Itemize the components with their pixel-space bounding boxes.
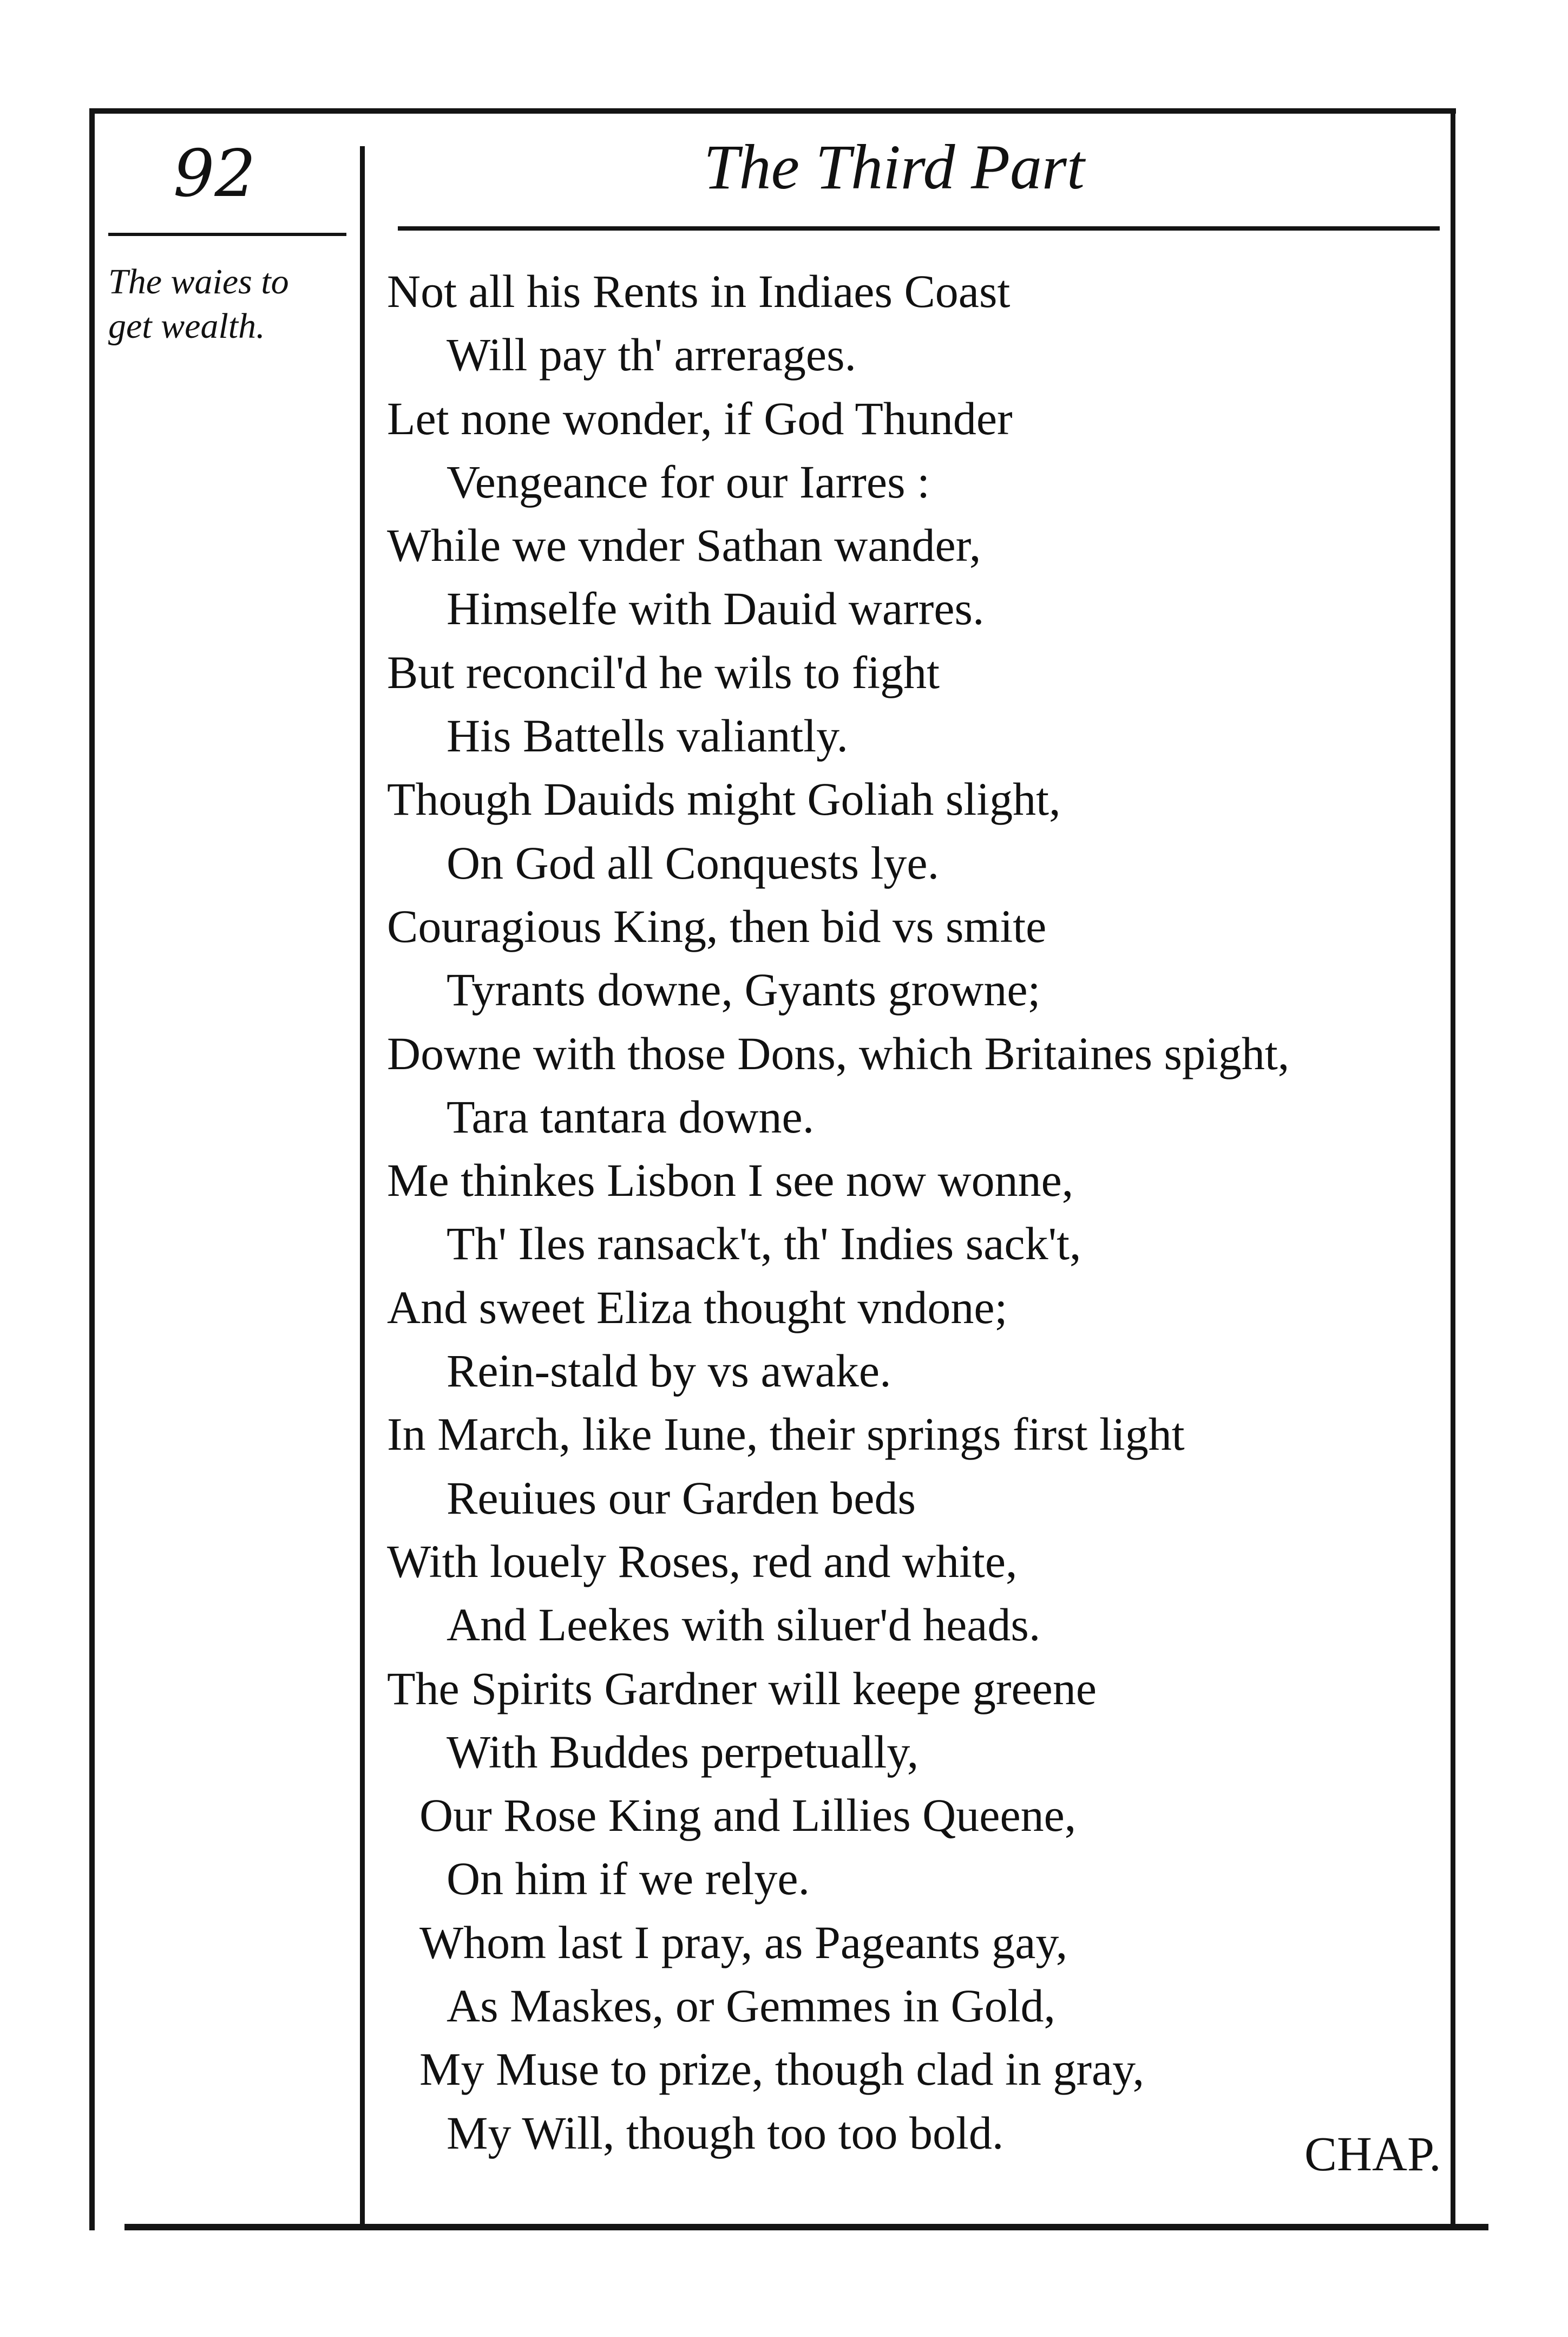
verse-line: My Will, though too too bold. — [447, 2106, 1004, 2159]
verse-line: Our Rose King and Lillies Queene, — [419, 1789, 1077, 1842]
verse-line: While we vnder Sathan wander, — [387, 519, 981, 572]
verse-line: In March, like Iune, their springs first light — [387, 1408, 1185, 1461]
verse-line: Reuiues our Garden beds — [447, 1471, 916, 1524]
verse-line: And sweet Eliza thought vndone; — [387, 1281, 1008, 1333]
header-rule-text — [398, 226, 1440, 231]
page-number: 92 — [173, 136, 256, 212]
frame-bottom-rule — [124, 2224, 1488, 2230]
verse-line: And Leekes with siluer'd heads. — [447, 1599, 1041, 1651]
verse-line: Himselfe with Dauid warres. — [447, 582, 985, 635]
verse-line: Let none wonder, if God Thunder — [387, 392, 1013, 444]
verse-line: Downe with those Dons, which Britaines spight, — [387, 1027, 1290, 1079]
verse-line: With Buddes perpetually, — [447, 1725, 919, 1778]
verse-line: Will pay th' arrerages. — [447, 329, 857, 381]
verse-line: Couragious King, then bid vs smite — [387, 900, 1047, 952]
margin-note — [108, 260, 352, 349]
verse-line: Whom last I pray, as Pageants gay, — [419, 1916, 1068, 1968]
catchword: CHAP. — [1304, 2127, 1441, 2181]
frame-top-rule — [91, 108, 1456, 114]
verse-line: The Spirits Gardner will keepe greene — [387, 1662, 1097, 1714]
verse-line: Vengeance for our Iarres : — [447, 455, 930, 508]
verse-line: Rein-stald by vs awake. — [447, 1345, 891, 1397]
verse-line: On God all Conquests lye. — [447, 836, 940, 889]
verse-line: With louely Roses, red and white, — [387, 1535, 1018, 1587]
verse-line: Tyrants downe, Gyants growne; — [447, 964, 1041, 1016]
verse-line: On him if we relye. — [447, 1852, 810, 1905]
frame-left-rule — [89, 108, 95, 2230]
verse-line: Me thinkes Lisbon I see now wonne, — [387, 1154, 1074, 1207]
verse-line: As Maskes, or Gemmes in Gold, — [447, 1980, 1056, 2032]
column-divider-rule — [360, 146, 365, 2230]
margin-note-line: get wealth. — [108, 306, 265, 346]
margin-note-line: The waies to — [108, 262, 289, 302]
header-rule-margin — [108, 233, 346, 236]
verse-line: Th' Iles ransack't, th' Indies sack't, — [447, 1217, 1081, 1270]
verse-line: Not all his Rents in Indiaes Coast — [387, 265, 1011, 317]
running-head: The Third Part — [704, 132, 1085, 202]
verse-line: Though Dauids might Goliah slight, — [387, 773, 1061, 826]
verse-line: Tara tantara downe. — [447, 1090, 815, 1143]
frame-right-rule — [1451, 108, 1455, 2230]
verse-line: But reconcil'd he wils to fight — [387, 646, 940, 698]
verse-text — [387, 260, 1442, 2165]
verse-line: My Muse to prize, though clad in gray, — [419, 2043, 1145, 2096]
verse-line: His Battells valiantly. — [447, 710, 849, 762]
